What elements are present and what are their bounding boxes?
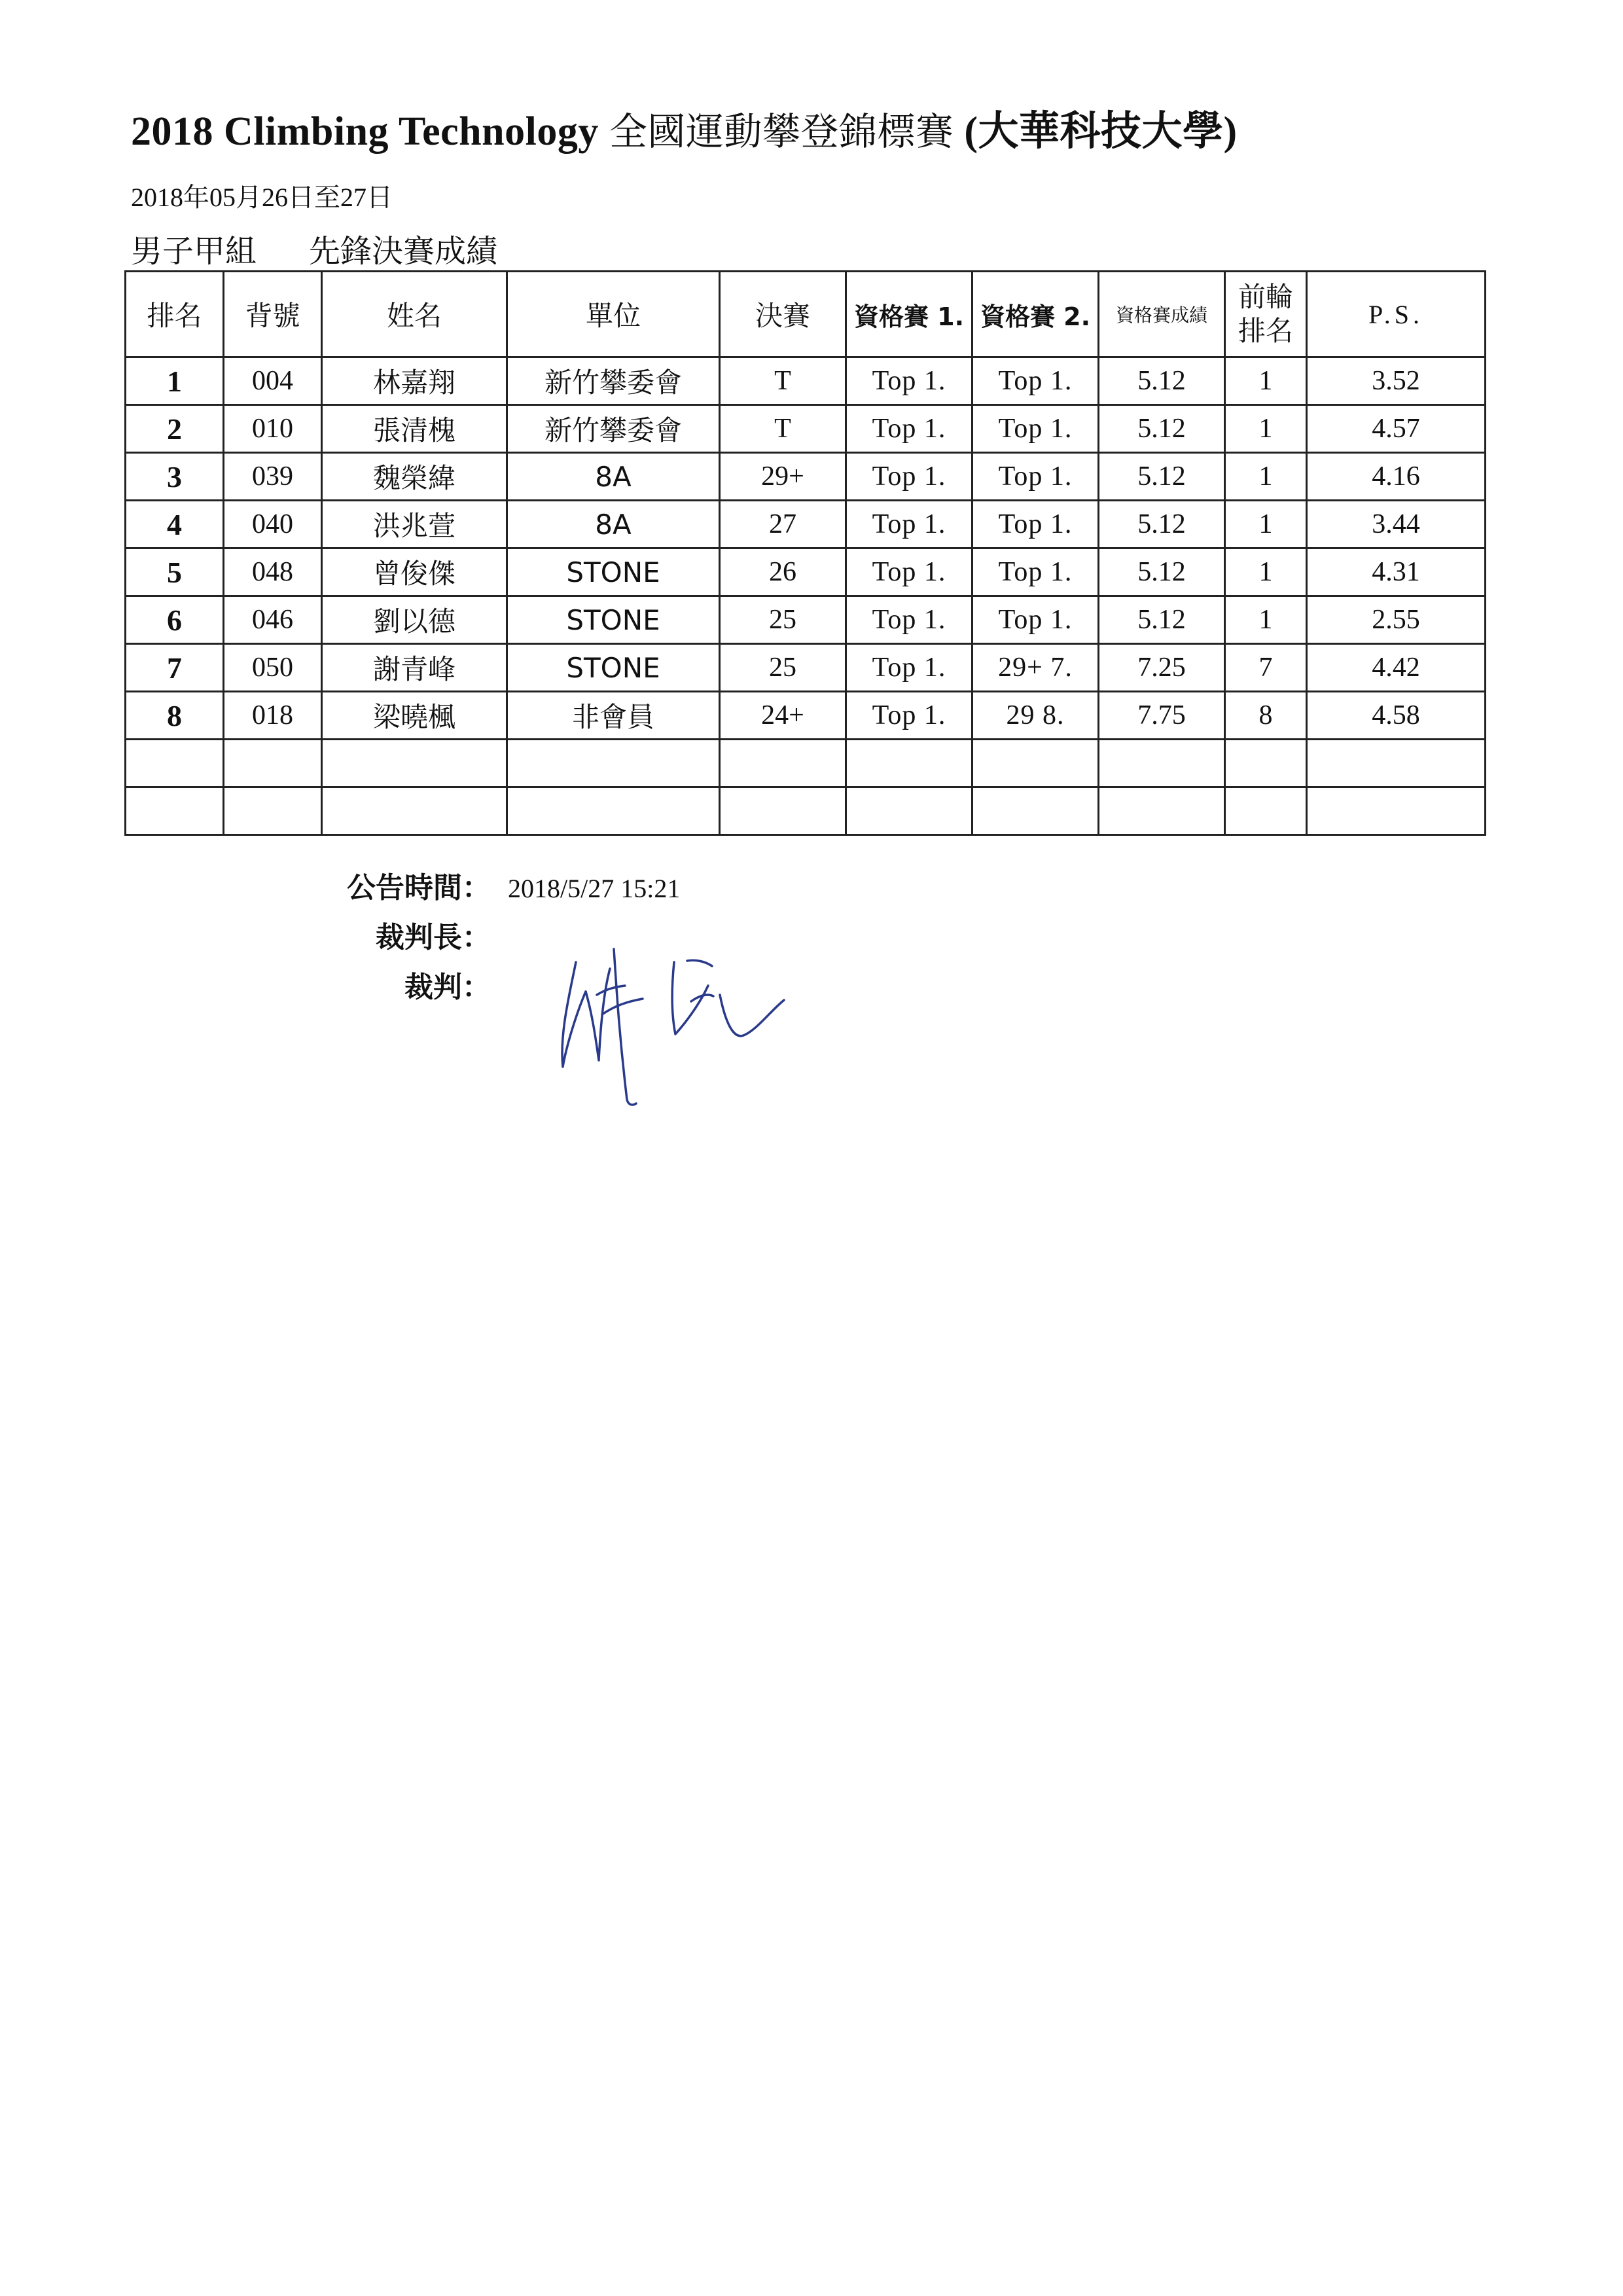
unit-cell: STONE (507, 644, 720, 692)
final-cell: 29+ (720, 453, 846, 501)
qualifier-score-cell: 5.12 (1099, 501, 1225, 548)
col-header-qualifier-1: 資格賽 1. (846, 272, 972, 357)
table-header-row (126, 272, 1486, 357)
rank-cell (126, 740, 224, 787)
ps-cell: 3.52 (1307, 357, 1486, 405)
qualifier-1-cell: Top 1. (846, 692, 972, 740)
qualifier-2-cell: 29 8. (972, 692, 1099, 740)
ps-cell: 4.57 (1307, 405, 1486, 453)
competition-date: 2018年05月26日至27日 (131, 183, 393, 212)
final-cell (720, 787, 846, 835)
col-header-prev-rank-line2: 排名 (1238, 315, 1293, 347)
final-cell: 24+ (720, 692, 846, 740)
bib-cell: 039 (224, 453, 322, 501)
col-header-unit: 單位 (507, 272, 720, 357)
unit-cell: 8A (507, 453, 720, 501)
ps-cell: 4.58 (1307, 692, 1486, 740)
ps-cell: 4.16 (1307, 453, 1486, 501)
announce-time-line (327, 864, 680, 906)
unit-cell: 新竹攀委會 (507, 405, 720, 453)
title-venue: (大華科技大學) (964, 109, 1238, 154)
ps-cell: 4.31 (1307, 548, 1486, 596)
rank-cell: 8 (126, 692, 224, 740)
announce-time-value: 2018/5/27 15:21 (508, 874, 681, 903)
table-row (126, 596, 1486, 644)
bib-cell: 050 (224, 644, 322, 692)
prev-rank-cell: 8 (1225, 692, 1307, 740)
qualifier-1-cell: Top 1. (846, 357, 972, 405)
qualifier-2-cell (972, 740, 1099, 787)
prev-rank-cell: 7 (1225, 644, 1307, 692)
table-row (126, 357, 1486, 405)
unit-cell: STONE (507, 596, 720, 644)
chief-judge-line (327, 914, 491, 956)
name-cell: 謝青峰 (322, 644, 507, 692)
qualifier-score-cell (1099, 787, 1225, 835)
table-row (126, 740, 1486, 787)
col-header-prev-rank-line1: 前輪 (1238, 281, 1293, 313)
title-english: 2018 Climbing Technology (131, 109, 599, 154)
qualifier-score-cell: 5.12 (1099, 596, 1225, 644)
judge-label: 裁判： (404, 971, 491, 1004)
unit-cell: 非會員 (507, 692, 720, 740)
qualifier-2-cell: 29+ 7. (972, 644, 1099, 692)
qualifier-1-cell: Top 1. (846, 644, 972, 692)
unit-cell: STONE (507, 548, 720, 596)
ps-cell: 2.55 (1307, 596, 1486, 644)
qualifier-score-cell (1099, 740, 1225, 787)
table-row (126, 501, 1486, 548)
table-row (126, 644, 1486, 692)
ps-cell (1307, 740, 1486, 787)
rank-cell (126, 787, 224, 835)
results-table (124, 270, 1486, 836)
rank-cell: 6 (126, 596, 224, 644)
name-cell: 劉以德 (322, 596, 507, 644)
qualifier-1-cell (846, 740, 972, 787)
qualifier-2-cell: Top 1. (972, 548, 1099, 596)
qualifier-2-cell: Top 1. (972, 501, 1099, 548)
ps-cell: 3.44 (1307, 501, 1486, 548)
col-header-qualifier-score: 資格賽成績 (1099, 272, 1225, 357)
col-header-rank: 排名 (126, 272, 224, 357)
bib-cell: 018 (224, 692, 322, 740)
qualifier-2-cell: Top 1. (972, 453, 1099, 501)
col-header-name: 姓名 (322, 272, 507, 357)
qualifier-2-cell (972, 787, 1099, 835)
prev-rank-cell: 1 (1225, 453, 1307, 501)
table-row (126, 692, 1486, 740)
qualifier-2-cell: Top 1. (972, 357, 1099, 405)
bib-cell (224, 740, 322, 787)
result-subtitle (131, 226, 497, 271)
qualifier-2-cell: Top 1. (972, 596, 1099, 644)
name-cell: 林嘉翔 (322, 357, 507, 405)
qualifier-1-cell: Top 1. (846, 596, 972, 644)
unit-cell: 新竹攀委會 (507, 357, 720, 405)
bib-cell: 010 (224, 405, 322, 453)
event-name: 先鋒決賽成績 (309, 233, 498, 270)
prev-rank-cell: 1 (1225, 596, 1307, 644)
rank-cell: 3 (126, 453, 224, 501)
qualifier-score-cell: 5.12 (1099, 548, 1225, 596)
name-cell: 洪兆萱 (322, 501, 507, 548)
bib-cell: 048 (224, 548, 322, 596)
bib-cell: 040 (224, 501, 322, 548)
name-cell (322, 740, 507, 787)
col-header-ps: P.S. (1307, 272, 1486, 357)
unit-cell (507, 787, 720, 835)
judge-line (327, 963, 491, 1005)
rank-cell: 5 (126, 548, 224, 596)
col-header-final: 決賽 (720, 272, 846, 357)
qualifier-1-cell: Top 1. (846, 548, 972, 596)
col-header-prev-rank (1225, 272, 1307, 357)
rank-cell: 2 (126, 405, 224, 453)
table-row (126, 405, 1486, 453)
prev-rank-cell: 1 (1225, 357, 1307, 405)
group-name: 男子甲組 (131, 233, 257, 270)
final-cell: T (720, 405, 846, 453)
rank-cell: 4 (126, 501, 224, 548)
judge-signature (537, 923, 838, 1119)
final-cell: 27 (720, 501, 846, 548)
document-title (131, 98, 1238, 156)
final-cell: T (720, 357, 846, 405)
name-cell (322, 787, 507, 835)
results-body (126, 357, 1486, 835)
rank-cell: 1 (126, 357, 224, 405)
bib-cell: 004 (224, 357, 322, 405)
qualifier-score-cell: 5.12 (1099, 405, 1225, 453)
table-row (126, 453, 1486, 501)
unit-cell (507, 740, 720, 787)
title-chinese: 全國運動攀登錦標賽 (609, 109, 954, 154)
rank-cell: 7 (126, 644, 224, 692)
final-cell: 25 (720, 596, 846, 644)
qualifier-1-cell: Top 1. (846, 405, 972, 453)
name-cell: 魏榮緯 (322, 453, 507, 501)
final-cell (720, 740, 846, 787)
table-row (126, 787, 1486, 835)
qualifier-1-cell: Top 1. (846, 501, 972, 548)
final-cell: 25 (720, 644, 846, 692)
qualifier-1-cell: Top 1. (846, 453, 972, 501)
prev-rank-cell: 1 (1225, 405, 1307, 453)
prev-rank-cell (1225, 787, 1307, 835)
name-cell: 曾俊傑 (322, 548, 507, 596)
qualifier-score-cell: 7.75 (1099, 692, 1225, 740)
qualifier-1-cell (846, 787, 972, 835)
bib-cell (224, 787, 322, 835)
final-cell: 26 (720, 548, 846, 596)
name-cell: 梁曉楓 (322, 692, 507, 740)
prev-rank-cell (1225, 740, 1307, 787)
announce-time-label: 公告時間： (347, 871, 491, 905)
qualifier-score-cell: 7.25 (1099, 644, 1225, 692)
ps-cell: 4.42 (1307, 644, 1486, 692)
col-header-bib: 背號 (224, 272, 322, 357)
prev-rank-cell: 1 (1225, 501, 1307, 548)
col-header-qualifier-2: 資格賽 2. (972, 272, 1099, 357)
ps-cell (1307, 787, 1486, 835)
chief-judge-label: 裁判長： (376, 921, 491, 954)
qualifier-2-cell: Top 1. (972, 405, 1099, 453)
qualifier-score-cell: 5.12 (1099, 453, 1225, 501)
name-cell: 張清槐 (322, 405, 507, 453)
prev-rank-cell: 1 (1225, 548, 1307, 596)
bib-cell: 046 (224, 596, 322, 644)
qualifier-score-cell: 5.12 (1099, 357, 1225, 405)
table-row (126, 548, 1486, 596)
unit-cell: 8A (507, 501, 720, 548)
